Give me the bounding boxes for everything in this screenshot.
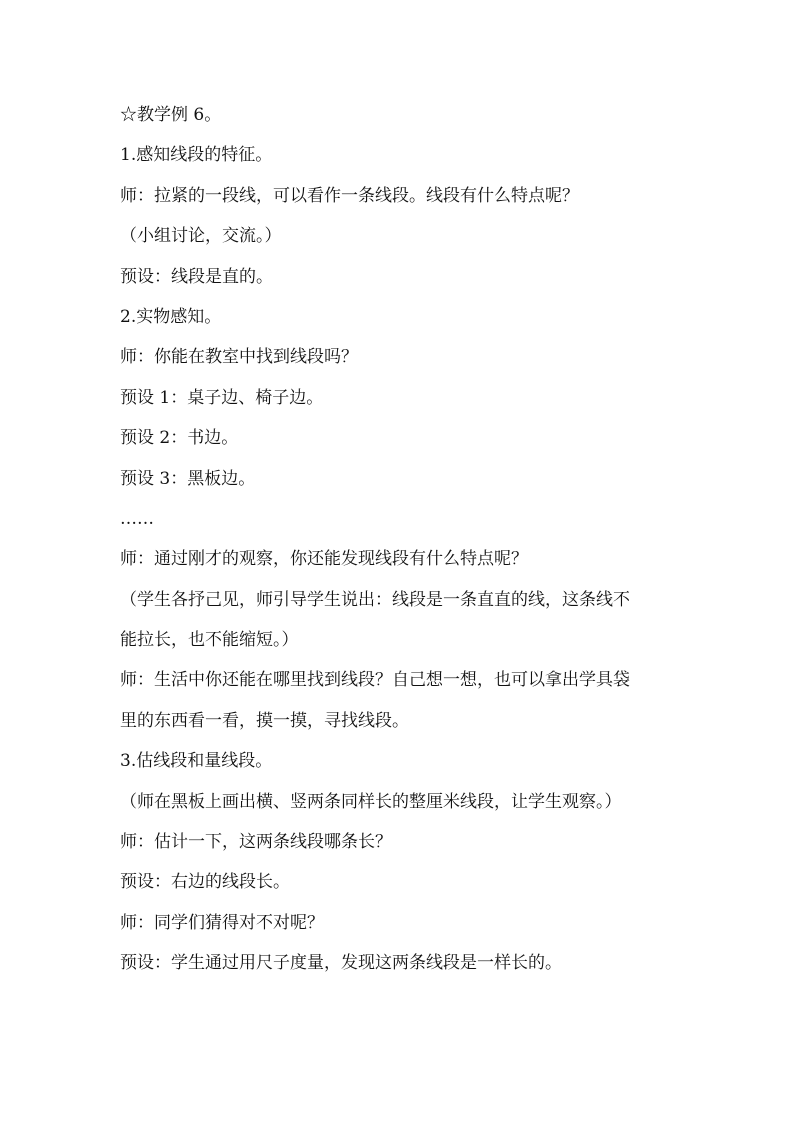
teacher-question-guess: 师：同学们猜得对不对呢？ [120,912,324,933]
teacher-life-question-paragraph [120,670,680,730]
teacher-question-1: 师：拉紧的一段线，可以看作一条线段。线段有什么特点呢？ [120,185,579,206]
heading-perceive-features: 1.感知线段的特征。 [120,145,273,166]
student-response-line-1: （学生各抒己见，师引导学生说出：线段是一条直直的线，这条线不 [120,589,630,610]
heading-estimate-measure: 3.估线段和量线段。 [120,751,273,772]
document-body [120,105,680,994]
teacher-question-classroom: 师：你能在教室中找到线段吗？ [120,347,358,368]
heading-object-perception: 2.实物感知。 [120,306,222,327]
preset-answer-3: 预设 3：黑板边。 [120,468,256,489]
teacher-question-observation: 师：通过刚才的观察，你还能发现线段有什么特点呢？ [120,549,528,570]
preset-answer-straight: 预设：线段是直的。 [120,266,273,287]
preset-answer-same-length: 预设：学生通过用尺子度量，发现这两条线段是一样长的。 [120,953,562,974]
preset-answer-1: 预设 1：桌子边、椅子边。 [120,387,324,408]
student-response-paragraph [120,590,680,650]
teacher-life-question-line-1: 师：生活中你还能在哪里找到线段？自己想一想，也可以拿出学具袋 [120,670,630,691]
blackboard-drawing-note: （师在黑板上画出横、竖两条同样长的整厘米线段，让学生观察。） [120,791,622,812]
ellipsis: …… [120,508,154,529]
group-discussion-note: （小组讨论，交流。） [120,226,282,247]
preset-answer-right-longer: 预设：右边的线段长。 [120,872,290,893]
student-response-line-2: 能拉长，也不能缩短。） [120,630,299,651]
teacher-life-question-line-2: 里的东西看一看，摸一摸，寻找线段。 [120,710,409,731]
section-title-example-6: ☆教学例 6。 [120,105,222,125]
preset-answer-2: 预设 2：书边。 [120,428,239,449]
teacher-question-estimate: 师：估计一下，这两条线段哪条长？ [120,832,392,853]
